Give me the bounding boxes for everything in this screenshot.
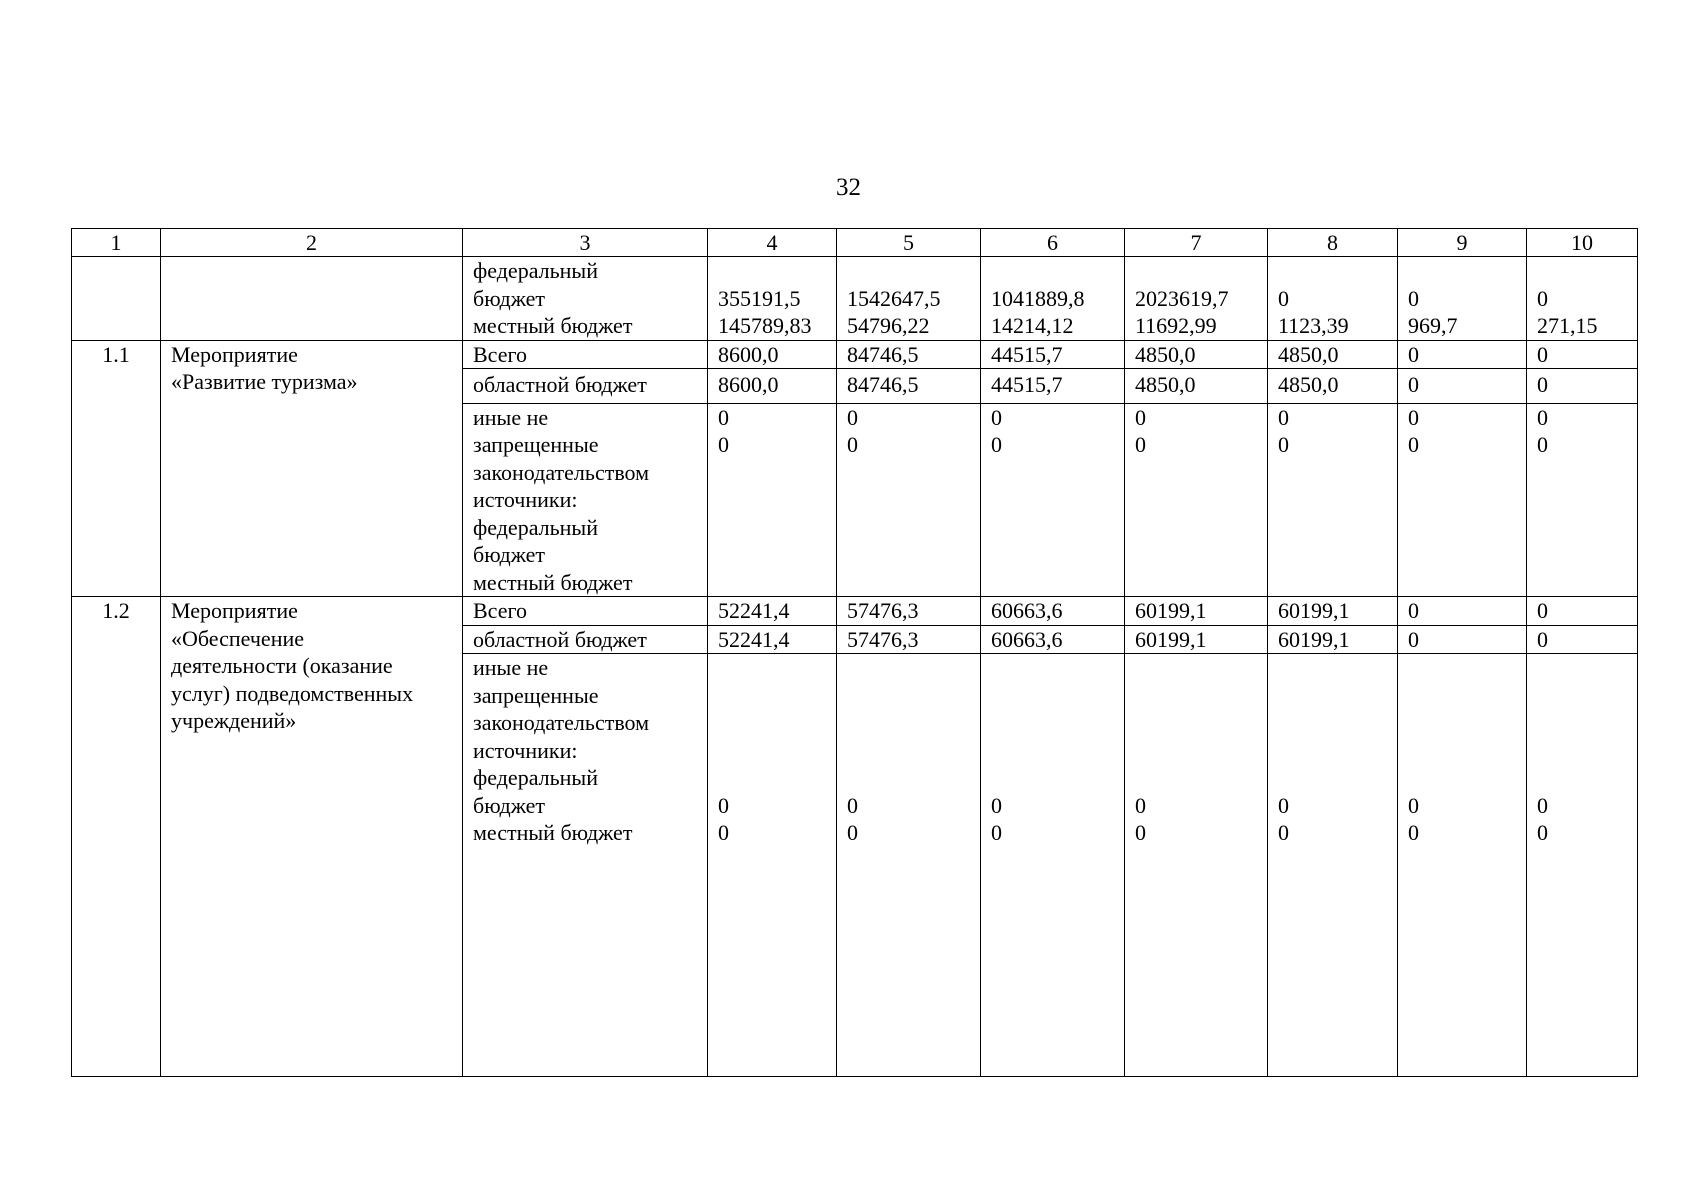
value-cell: 84746,5 (837, 340, 981, 369)
table-row (72, 597, 1638, 626)
column-header: 2 (161, 229, 463, 257)
funding-source-cell: федеральный бюджет местный бюджет (463, 257, 708, 341)
value-cell: 0 0 (1398, 654, 1527, 1077)
row-number-cell (72, 257, 161, 341)
value-cell: 0 969,7 (1398, 257, 1527, 341)
column-header: 3 (463, 229, 708, 257)
value-cell: 4850,0 (1268, 369, 1398, 404)
value-cell: 57476,3 (837, 597, 981, 626)
column-header: 4 (708, 229, 837, 257)
value-cell: 52241,4 (708, 625, 837, 654)
value-cell: 52241,4 (708, 597, 837, 626)
value-cell: 0 (1527, 369, 1638, 404)
value-cell: 0 271,15 (1527, 257, 1638, 341)
page-number: 32 (836, 174, 861, 201)
funding-source-cell: Всего (463, 340, 708, 369)
value-cell: 0 0 (1125, 403, 1268, 597)
value-cell: 0 (1527, 597, 1638, 626)
funding-source-cell: областной бюджет (463, 625, 708, 654)
value-cell: 8600,0 (708, 369, 837, 404)
value-cell: 84746,5 (837, 369, 981, 404)
value-cell: 0 0 (1527, 403, 1638, 597)
value-cell: 44515,7 (981, 340, 1125, 369)
value-cell: 4850,0 (1125, 340, 1268, 369)
value-cell: 57476,3 (837, 625, 981, 654)
value-cell: 0 0 (1125, 654, 1268, 1077)
table-header-row (72, 229, 1638, 257)
row-number-cell: 1.1 (72, 340, 161, 597)
column-header: 9 (1398, 229, 1527, 257)
value-cell: 0 0 (837, 654, 981, 1077)
value-cell: 0 (1527, 625, 1638, 654)
value-cell: 0 0 (708, 403, 837, 597)
value-cell: 8600,0 (708, 340, 837, 369)
budget-table (71, 228, 1638, 1077)
value-cell: 2023619,7 11692,99 (1125, 257, 1268, 341)
value-cell: 0 (1398, 369, 1527, 404)
row-name-cell (161, 257, 463, 341)
funding-source-cell: иные не запрещенные законодательством источники: федеральный бюджет местный бюджет (463, 654, 708, 1077)
value-cell: 60199,1 (1125, 625, 1268, 654)
funding-source-cell: иные не запрещенные законодательством источники: федеральный бюджет местный бюджет (463, 403, 708, 597)
value-cell: 0 0 (1398, 403, 1527, 597)
column-header: 7 (1125, 229, 1268, 257)
value-cell: 0 0 (981, 654, 1125, 1077)
value-cell: 44515,7 (981, 369, 1125, 404)
value-cell: 60663,6 (981, 625, 1125, 654)
column-header: 6 (981, 229, 1125, 257)
funding-source-cell: областной бюджет (463, 369, 708, 404)
row-name-cell: Мероприятие «Развитие туризма» (161, 340, 463, 597)
column-header: 10 (1527, 229, 1638, 257)
value-cell: 0 0 (1268, 403, 1398, 597)
value-cell: 0 (1398, 340, 1527, 369)
value-cell: 4850,0 (1268, 340, 1398, 369)
value-cell: 0 0 (708, 654, 837, 1077)
value-cell: 0 (1398, 625, 1527, 654)
value-cell: 0 (1527, 340, 1638, 369)
row-name-cell: Мероприятие «Обеспечение деятельности (оказание услуг) подведомственных учреждений» (161, 597, 463, 1077)
value-cell: 60199,1 (1268, 625, 1398, 654)
value-cell: 60199,1 (1125, 597, 1268, 626)
value-cell: 60663,6 (981, 597, 1125, 626)
funding-source-cell: Всего (463, 597, 708, 626)
value-cell: 0 (1398, 597, 1527, 626)
column-header: 8 (1268, 229, 1398, 257)
value-cell: 1041889,8 14214,12 (981, 257, 1125, 341)
column-header: 5 (837, 229, 981, 257)
row-number-cell: 1.2 (72, 597, 161, 1077)
value-cell: 0 0 (1268, 654, 1398, 1077)
value-cell: 0 0 (837, 403, 981, 597)
value-cell: 1542647,5 54796,22 (837, 257, 981, 341)
table-row (72, 340, 1638, 369)
value-cell: 0 1123,39 (1268, 257, 1398, 341)
value-cell: 0 0 (1527, 654, 1638, 1077)
value-cell: 4850,0 (1125, 369, 1268, 404)
column-header: 1 (72, 229, 161, 257)
value-cell: 355191,5 145789,83 (708, 257, 837, 341)
table-row (72, 257, 1638, 341)
value-cell: 60199,1 (1268, 597, 1398, 626)
value-cell: 0 0 (981, 403, 1125, 597)
